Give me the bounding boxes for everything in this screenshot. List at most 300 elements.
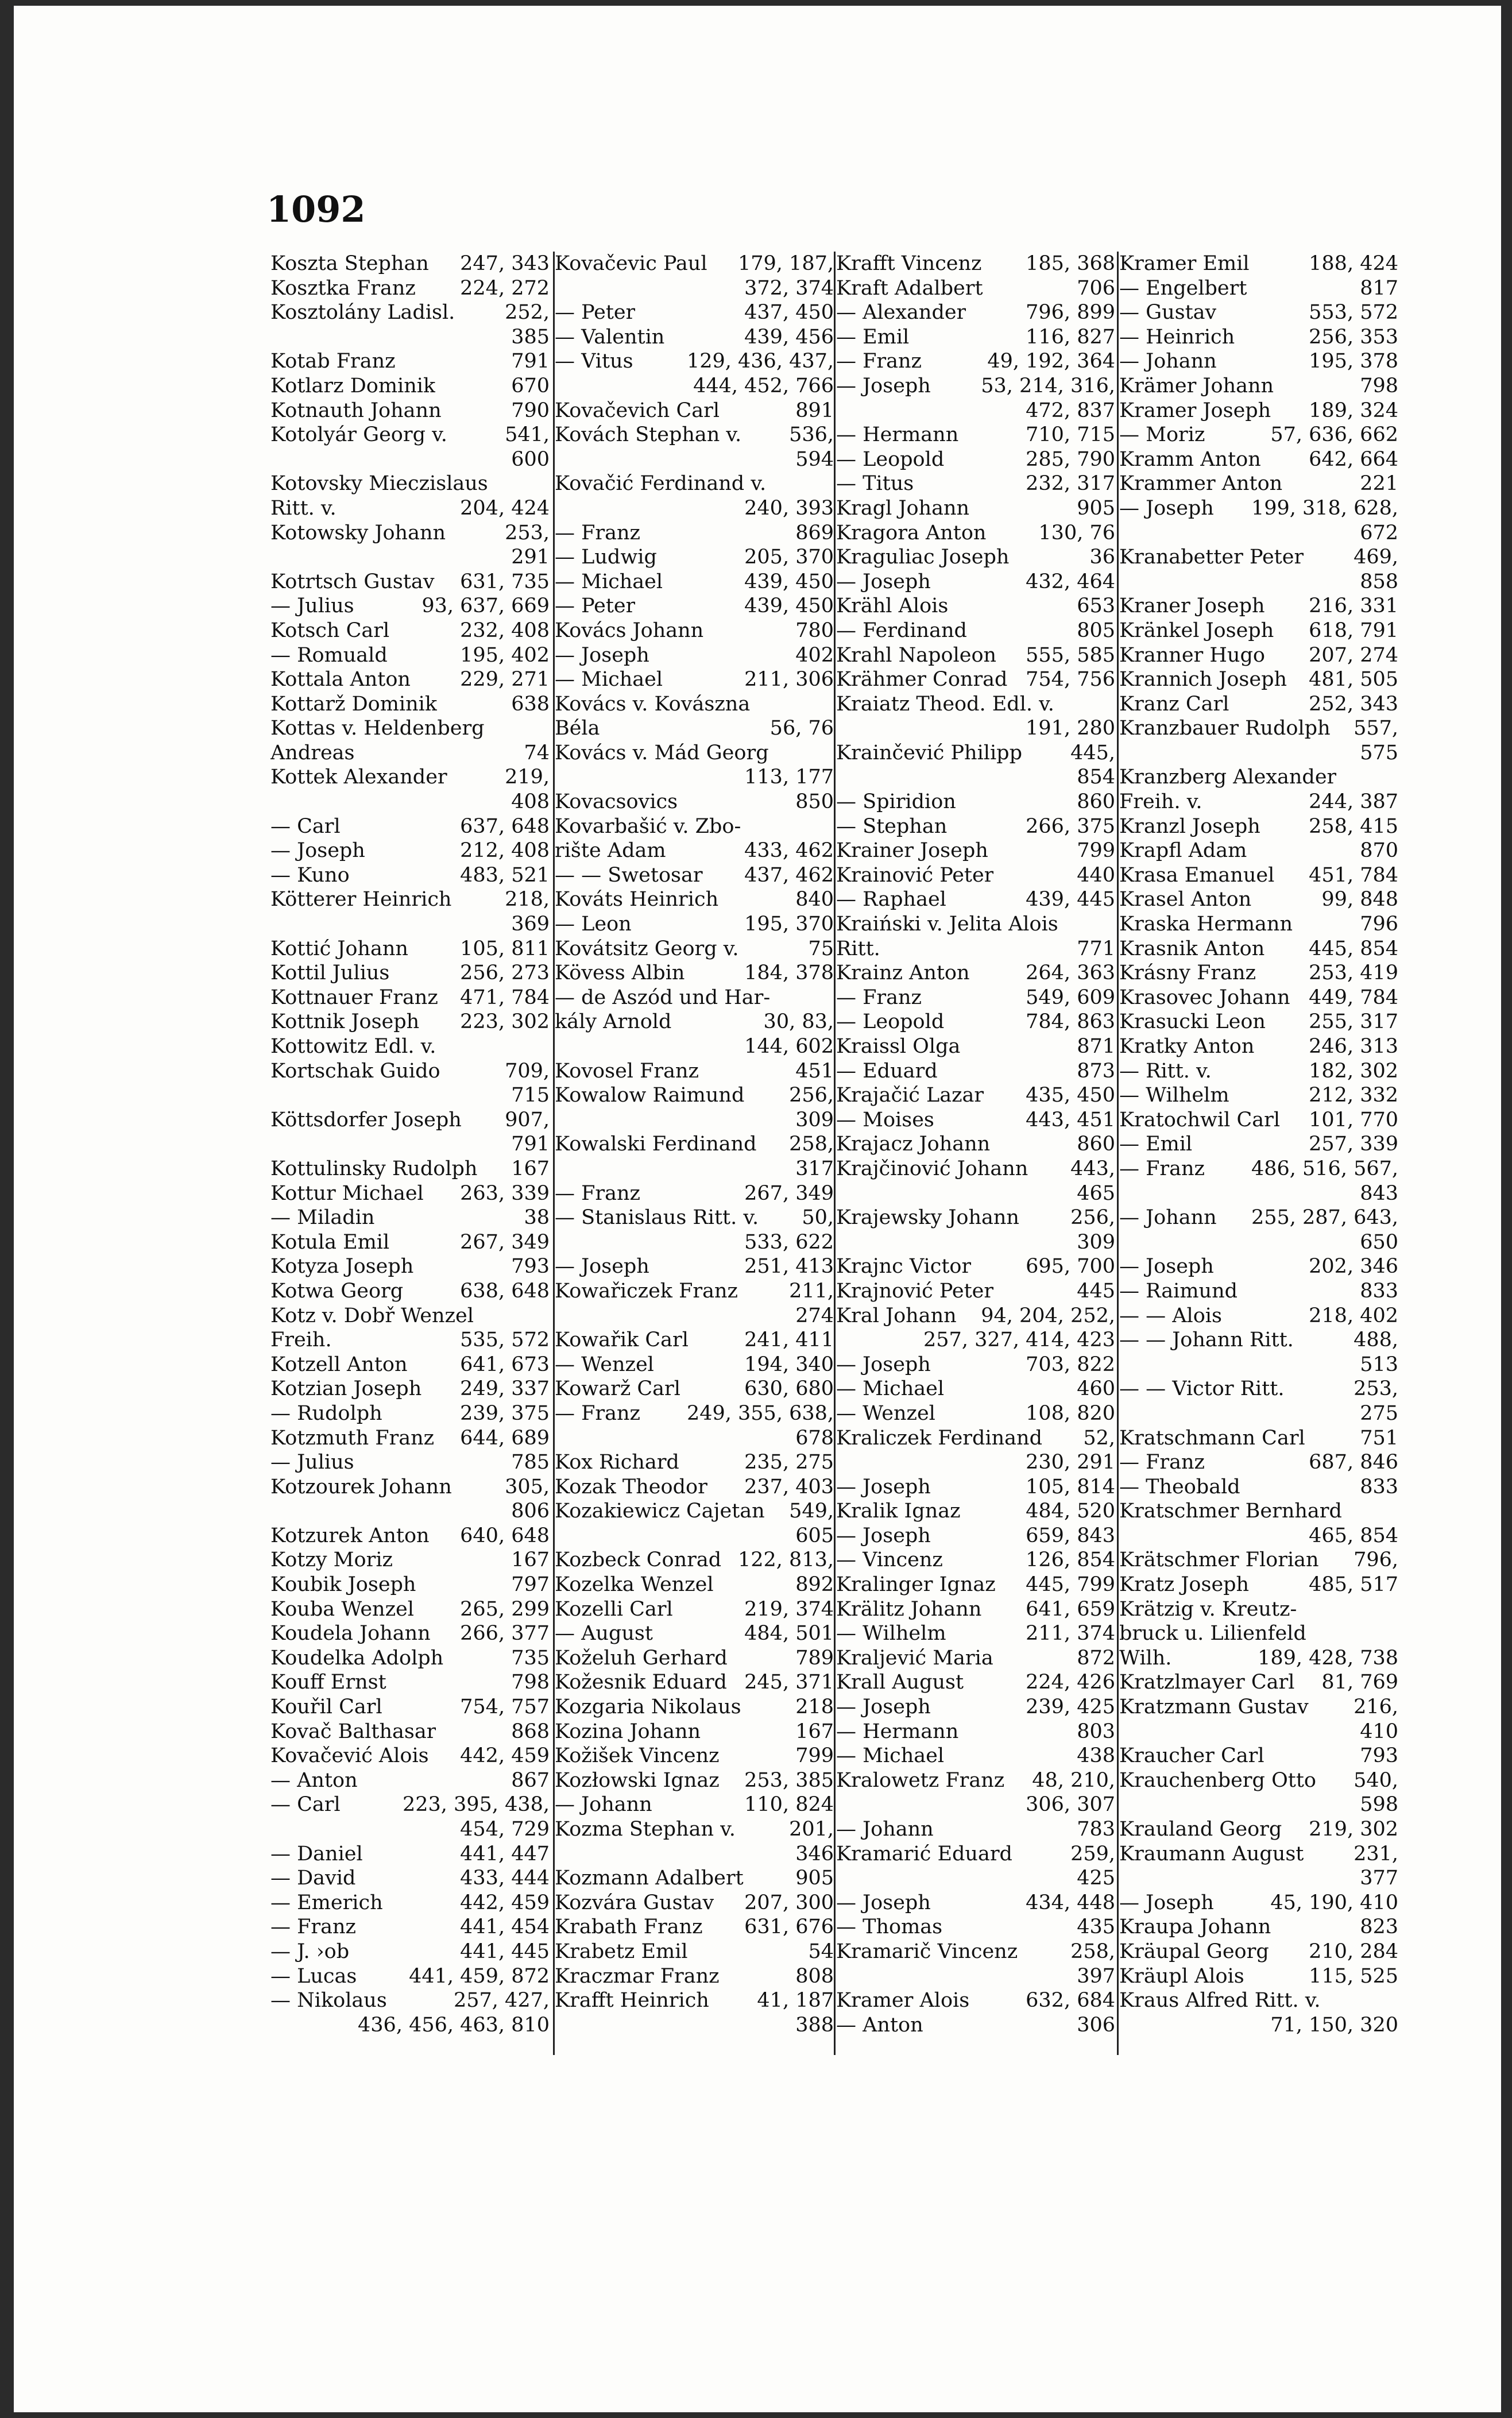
index-entry bbox=[1119, 1450, 1398, 1475]
entry-pages: 854 bbox=[1077, 766, 1115, 789]
index-entry bbox=[555, 1817, 834, 1842]
entry-pages: 483, 521 bbox=[460, 863, 550, 887]
entry-pages: 644, 689 bbox=[460, 1426, 550, 1450]
index-entry bbox=[555, 1744, 834, 1768]
index-entry bbox=[1119, 349, 1398, 374]
index-entry bbox=[270, 1181, 550, 1206]
entry-pages: 402 bbox=[795, 643, 834, 667]
index-entry bbox=[270, 1377, 550, 1401]
entry-name: — Lucas bbox=[270, 1964, 357, 1988]
index-entry bbox=[555, 1768, 834, 1793]
index-entry bbox=[555, 1720, 834, 1744]
entry-name: — Michael bbox=[555, 668, 663, 692]
entry-pages: 790 bbox=[511, 399, 550, 422]
entry-name: Krammer Anton bbox=[1119, 472, 1283, 496]
index-entry bbox=[270, 937, 550, 961]
entry-name: Kottek Alexander bbox=[270, 766, 447, 789]
entry-name: Kotsch Carl bbox=[270, 619, 390, 642]
index-entry bbox=[836, 594, 1115, 619]
entry-name: Krasa Emanuel bbox=[1119, 863, 1275, 887]
entry-pages: 440 bbox=[1077, 863, 1115, 887]
entry-pages: 99, 848 bbox=[1321, 888, 1398, 911]
entry-name: Kral Johann bbox=[836, 1304, 957, 1327]
entry-pages: 454, 729 bbox=[460, 1818, 550, 1841]
index-entry bbox=[1119, 1744, 1398, 1768]
index-entry bbox=[836, 374, 1115, 399]
entry-pages: 799 bbox=[795, 1744, 834, 1768]
entry-name: Kräupl Alois bbox=[1119, 1964, 1244, 1988]
entry-name: — Carl bbox=[270, 1793, 341, 1817]
index-entry bbox=[555, 1621, 834, 1646]
entry-pages: 793 bbox=[1360, 1744, 1398, 1768]
entry-name: Wilh. bbox=[1119, 1646, 1172, 1670]
entry-name: — Emerich bbox=[270, 1891, 383, 1914]
entry-pages: 253, bbox=[505, 521, 550, 544]
entry-pages: 808 bbox=[795, 1964, 834, 1988]
index-entry bbox=[836, 1744, 1115, 1768]
entry-pages: 189, 324 bbox=[1309, 399, 1398, 422]
entry-name: — Kuno bbox=[270, 863, 350, 887]
index-entry bbox=[555, 300, 834, 325]
entry-pages: 275 bbox=[1360, 1401, 1398, 1425]
entry-name: Kratzmann Gustav bbox=[1119, 1695, 1309, 1719]
entry-pages: 408 bbox=[511, 790, 550, 814]
entry-name: — Wilhelm bbox=[1119, 1084, 1229, 1107]
index-entry bbox=[1119, 741, 1398, 766]
entry-pages: 553, 572 bbox=[1309, 301, 1398, 325]
index-entry bbox=[270, 570, 550, 594]
index-entry bbox=[555, 1964, 834, 1989]
entry-pages: 122, 813, bbox=[738, 1548, 834, 1572]
entry-pages: 216, 331 bbox=[1309, 594, 1398, 618]
index-entry bbox=[270, 276, 550, 301]
index-entry bbox=[270, 1450, 550, 1475]
index-entry bbox=[1119, 1401, 1398, 1426]
entry-pages: 49, 192, 364 bbox=[987, 350, 1115, 373]
entry-pages: 219, 374 bbox=[744, 1597, 834, 1621]
entry-pages: 265, 299 bbox=[460, 1597, 550, 1621]
entry-pages: 754, 756 bbox=[1026, 668, 1115, 692]
entry-name: — Joseph bbox=[836, 1353, 931, 1376]
entry-pages: 449, 784 bbox=[1309, 986, 1398, 1009]
entry-name: Kraupa Johann bbox=[1119, 1915, 1271, 1939]
index-entry bbox=[270, 1279, 550, 1304]
entry-name: — Wilhelm bbox=[836, 1622, 946, 1646]
entry-pages: 167 bbox=[511, 1548, 550, 1572]
entry-pages: 75 bbox=[808, 937, 834, 960]
entry-pages: 823 bbox=[1360, 1915, 1398, 1939]
entry-name: bruck u. Lilienfeld bbox=[1119, 1622, 1306, 1646]
index-entry bbox=[836, 423, 1115, 447]
entry-pages: 444, 452, 766 bbox=[693, 374, 834, 397]
index-entry bbox=[1119, 1817, 1398, 1842]
index-entry bbox=[836, 692, 1115, 717]
index-entry bbox=[270, 692, 550, 717]
index-entry bbox=[1119, 667, 1398, 692]
entry-name: — Valentin bbox=[555, 325, 665, 349]
entry-pages: 218, 402 bbox=[1309, 1304, 1398, 1327]
entry-name: — Daniel bbox=[270, 1842, 363, 1865]
entry-pages: 678 bbox=[795, 1426, 834, 1450]
index-entry bbox=[1119, 1524, 1398, 1548]
index-entry bbox=[1119, 1597, 1398, 1622]
entry-pages: 806 bbox=[511, 1500, 550, 1523]
index-entry bbox=[555, 594, 834, 619]
index-entry bbox=[836, 1450, 1115, 1475]
entry-pages: 264, 363 bbox=[1026, 961, 1115, 985]
entry-name: Krätschmer Florian bbox=[1119, 1548, 1319, 1572]
entry-pages: 432, 464 bbox=[1026, 570, 1115, 593]
entry-pages: 45, 190, 410 bbox=[1270, 1891, 1398, 1914]
entry-pages: 255, 317 bbox=[1309, 1010, 1398, 1034]
entry-pages: 211, bbox=[789, 1279, 834, 1303]
entry-pages: 41, 187 bbox=[757, 1989, 834, 2013]
entry-pages bbox=[1395, 765, 1398, 790]
index-entry bbox=[1119, 1891, 1398, 1915]
entry-pages bbox=[546, 716, 550, 741]
entry-name: — Raimund bbox=[1119, 1279, 1238, 1303]
entry-pages: 540, bbox=[1354, 1768, 1398, 1792]
index-entry bbox=[836, 1034, 1115, 1059]
index-entry bbox=[270, 1842, 550, 1867]
entry-pages: 598 bbox=[1360, 1793, 1398, 1817]
index-entry bbox=[555, 692, 834, 717]
index-entry bbox=[836, 472, 1115, 496]
entry-pages: 445, 854 bbox=[1309, 937, 1398, 960]
entry-name: Kraguliac Joseph bbox=[836, 546, 1010, 569]
entry-pages: 905 bbox=[1077, 496, 1115, 520]
entry-name: — J. ›ob bbox=[270, 1940, 350, 1963]
entry-pages: 52, bbox=[1083, 1426, 1115, 1450]
index-entry bbox=[1119, 1988, 1398, 2013]
entry-name: Krapfl Adam bbox=[1119, 839, 1247, 863]
entry-pages: 843 bbox=[1360, 1181, 1398, 1205]
entry-pages: 105, 814 bbox=[1026, 1475, 1115, 1498]
entry-name: Kotovsky Mieczislaus bbox=[270, 472, 488, 496]
entry-pages: 182, 302 bbox=[1309, 1059, 1398, 1083]
index-entry bbox=[836, 1254, 1115, 1279]
index-entry bbox=[836, 741, 1115, 766]
entry-pages: 377 bbox=[1360, 1867, 1398, 1890]
index-entry bbox=[1119, 545, 1398, 570]
entry-name: — Franz bbox=[555, 1401, 640, 1425]
entry-name: Kozgaria Nikolaus bbox=[555, 1695, 741, 1719]
entry-pages: 435 bbox=[1077, 1915, 1115, 1939]
entry-name: — Theobald bbox=[1119, 1475, 1240, 1498]
entry-name: — Hermann bbox=[836, 423, 959, 447]
entry-pages bbox=[546, 1034, 550, 1059]
index-entry bbox=[270, 716, 550, 741]
index-entry bbox=[270, 399, 550, 423]
entry-name: Kramer Emil bbox=[1119, 252, 1250, 275]
index-entry bbox=[1119, 1621, 1398, 1646]
entry-pages: 257, 339 bbox=[1309, 1133, 1398, 1156]
entry-pages: 465, 854 bbox=[1309, 1524, 1398, 1547]
index-entry bbox=[555, 1524, 834, 1548]
entry-pages: 201, bbox=[789, 1818, 834, 1841]
index-entry bbox=[555, 1450, 834, 1475]
entry-name: — Engelbert bbox=[1119, 276, 1247, 300]
entry-pages: 436, 456, 463, 810 bbox=[358, 2013, 550, 2037]
entry-pages: 869 bbox=[795, 521, 834, 544]
entry-pages bbox=[1395, 1988, 1398, 2013]
entry-name: Béla bbox=[555, 717, 600, 740]
index-entry bbox=[270, 986, 550, 1010]
entry-name: Krätzig v. Kreutz- bbox=[1119, 1597, 1297, 1621]
index-entry bbox=[270, 1157, 550, 1181]
index-entry bbox=[836, 619, 1115, 643]
entry-pages: 258, bbox=[1070, 1940, 1115, 1963]
index-entry bbox=[1119, 276, 1398, 301]
index-entry bbox=[270, 912, 550, 937]
entry-name: — Joseph bbox=[836, 1524, 931, 1547]
index-column-3 bbox=[836, 252, 1115, 2055]
entry-pages bbox=[1395, 1499, 1398, 1524]
entry-pages: 259, bbox=[1070, 1842, 1115, 1865]
entry-pages: 126, 854 bbox=[1026, 1548, 1115, 1572]
entry-pages: 706 bbox=[1077, 276, 1115, 300]
entry-pages: 251, 413 bbox=[744, 1255, 834, 1278]
entry-pages: 239, 425 bbox=[1026, 1695, 1115, 1719]
entry-pages: 244, 387 bbox=[1309, 790, 1398, 814]
entry-name: — Eduard bbox=[836, 1059, 938, 1083]
entry-name: — Julius bbox=[270, 1451, 354, 1474]
entry-pages: 650 bbox=[1360, 1230, 1398, 1254]
entry-pages: 783 bbox=[1077, 1818, 1115, 1841]
index-entry bbox=[555, 1548, 834, 1573]
index-entry bbox=[1119, 1768, 1398, 1793]
entry-name: — Joseph bbox=[555, 643, 649, 667]
entry-pages: 703, 822 bbox=[1026, 1353, 1115, 1376]
column-rule bbox=[1117, 252, 1119, 2055]
entry-pages bbox=[1395, 1597, 1398, 1622]
entry-pages: 94, 204, 252, bbox=[981, 1304, 1115, 1327]
entry-pages: 257, 427, bbox=[454, 1989, 550, 2013]
entry-pages: 715 bbox=[511, 1084, 550, 1107]
entry-pages: 188, 424 bbox=[1309, 252, 1398, 275]
entry-pages: 555, 585 bbox=[1026, 643, 1115, 667]
entry-pages: 81, 769 bbox=[1321, 1671, 1398, 1694]
entry-name: Kraczmar Franz bbox=[555, 1964, 720, 1988]
index-entry bbox=[1119, 570, 1398, 594]
entry-pages: 425 bbox=[1077, 1867, 1115, 1890]
entry-pages: 594 bbox=[795, 447, 834, 471]
index-entry bbox=[270, 1499, 550, 1524]
index-entry bbox=[270, 765, 550, 790]
index-entry bbox=[555, 863, 834, 888]
entry-name: Kramm Anton bbox=[1119, 447, 1261, 471]
index-entry bbox=[555, 252, 834, 276]
entry-pages: 469, bbox=[1354, 546, 1398, 569]
index-entry bbox=[836, 325, 1115, 350]
index-entry bbox=[1119, 1842, 1398, 1867]
entry-name: Kratschmann Carl bbox=[1119, 1426, 1305, 1450]
entry-pages: 867 bbox=[511, 1768, 550, 1792]
index-entry bbox=[1119, 1695, 1398, 1720]
index-entry bbox=[836, 1157, 1115, 1181]
index-column-4 bbox=[1119, 252, 1398, 2055]
index-column-2 bbox=[555, 252, 834, 2055]
entry-pages: 907, bbox=[505, 1108, 550, 1131]
index-entry bbox=[836, 545, 1115, 570]
entry-pages: 754, 757 bbox=[460, 1695, 550, 1719]
index-entry bbox=[270, 1621, 550, 1646]
entry-name: — Joseph bbox=[836, 374, 931, 397]
entry-pages: 246, 313 bbox=[1309, 1035, 1398, 1058]
entry-pages: 306 bbox=[1077, 2013, 1115, 2037]
entry-pages: 257, 327, 414, 423 bbox=[923, 1328, 1115, 1352]
entry-pages: 549, 609 bbox=[1026, 986, 1115, 1009]
entry-pages: 796 bbox=[1360, 913, 1398, 936]
entry-pages: 385 bbox=[511, 325, 550, 349]
index-entry bbox=[836, 1230, 1115, 1255]
entry-name: — Joseph bbox=[836, 1475, 931, 1498]
index-entry bbox=[1119, 496, 1398, 521]
entry-name: — Emil bbox=[836, 325, 910, 349]
entry-pages: 632, 684 bbox=[1026, 1989, 1115, 2013]
index-entry bbox=[836, 912, 1115, 937]
entry-name: Kraliczek Ferdinand bbox=[836, 1426, 1042, 1450]
entry-name: Krauchenberg Otto bbox=[1119, 1768, 1316, 1792]
entry-name: Freih. v. bbox=[1119, 790, 1202, 814]
entry-name: — Moriz bbox=[1119, 423, 1205, 447]
entry-pages: 211, 374 bbox=[1026, 1622, 1115, 1646]
index-entry bbox=[270, 300, 550, 325]
index-entry bbox=[555, 1279, 834, 1304]
entry-pages: 791 bbox=[511, 1133, 550, 1156]
entry-name: Kouřil Carl bbox=[270, 1695, 382, 1719]
index-entry bbox=[270, 1891, 550, 1915]
entry-pages: 207, 274 bbox=[1309, 643, 1398, 667]
index-column-1 bbox=[270, 252, 550, 2055]
entry-pages: 204, 424 bbox=[460, 496, 550, 520]
index-entry bbox=[270, 1768, 550, 1793]
index-entry bbox=[270, 1230, 550, 1255]
entry-name: Kovač Balthasar bbox=[270, 1720, 436, 1743]
entry-pages: 438 bbox=[1077, 1744, 1115, 1768]
index-entry bbox=[270, 1817, 550, 1842]
entry-name: Kranner Hugo bbox=[1119, 643, 1265, 667]
index-entry bbox=[1119, 1157, 1398, 1181]
index-entry bbox=[555, 1010, 834, 1034]
index-entry bbox=[270, 1793, 550, 1817]
entry-name: Kotyza Joseph bbox=[270, 1255, 414, 1278]
entry-pages: 256, 353 bbox=[1309, 325, 1398, 349]
entry-pages: 441, 454 bbox=[460, 1915, 550, 1939]
entry-name: Kraft Adalbert bbox=[836, 276, 983, 300]
index-entry bbox=[555, 1206, 834, 1230]
index-entry bbox=[1119, 1377, 1398, 1401]
index-entry bbox=[555, 814, 834, 839]
entry-pages: 71, 150, 320 bbox=[1270, 2013, 1398, 2037]
index-entry bbox=[836, 570, 1115, 594]
index-entry bbox=[270, 667, 550, 692]
entry-pages: 695, 700 bbox=[1026, 1255, 1115, 1278]
entry-name: Kovarbašić v. Zbo- bbox=[555, 814, 741, 838]
entry-pages: 873 bbox=[1077, 1059, 1115, 1083]
index-entry bbox=[270, 814, 550, 839]
entry-pages: 249, 355, 638, bbox=[686, 1401, 834, 1425]
entry-name: Kotzian Joseph bbox=[270, 1377, 422, 1401]
entry-name: Kovačić Ferdinand v. bbox=[555, 472, 767, 496]
entry-pages: 905 bbox=[795, 1867, 834, 1890]
index-entry bbox=[270, 1695, 550, 1720]
index-entry bbox=[1119, 1083, 1398, 1108]
entry-name: Koudelka Adolph bbox=[270, 1646, 444, 1670]
entry-pages: 618, 791 bbox=[1309, 619, 1398, 642]
index-entry bbox=[270, 1010, 550, 1034]
entry-name: Kosztolány Ladisl. bbox=[270, 301, 455, 325]
entry-pages: 241, 411 bbox=[744, 1328, 834, 1352]
entry-name: Kotrtsch Gustav bbox=[270, 570, 435, 593]
entry-pages: 803 bbox=[1077, 1720, 1115, 1743]
index-entry bbox=[270, 1353, 550, 1377]
entry-pages: 850 bbox=[795, 790, 834, 814]
index-entry bbox=[555, 423, 834, 447]
index-entry bbox=[270, 1254, 550, 1279]
entry-pages: 38 bbox=[524, 1206, 550, 1230]
index-entry bbox=[836, 986, 1115, 1010]
entry-name: Kosztka Franz bbox=[270, 276, 416, 300]
entry-pages: 144, 602 bbox=[744, 1035, 834, 1058]
index-entry bbox=[836, 1817, 1115, 1842]
entry-pages: 266, 377 bbox=[460, 1622, 550, 1646]
entry-name: — Ferdinand bbox=[836, 619, 967, 642]
entry-name: — Leon bbox=[555, 913, 632, 936]
entry-pages: 194, 340 bbox=[744, 1353, 834, 1376]
entry-name: — Franz bbox=[555, 521, 640, 544]
index-entry bbox=[836, 1940, 1115, 1964]
index-entry bbox=[270, 1597, 550, 1622]
entry-pages: 557, bbox=[1354, 717, 1398, 740]
entry-name: Krasucki Leon bbox=[1119, 1010, 1266, 1034]
index-entry bbox=[836, 1279, 1115, 1304]
index-entry bbox=[1119, 1206, 1398, 1230]
entry-pages bbox=[546, 472, 550, 496]
entry-name: — Vincenz bbox=[836, 1548, 943, 1572]
entry-pages: 167 bbox=[795, 1720, 834, 1743]
entry-name: Kozłowski Ignaz bbox=[555, 1768, 720, 1792]
entry-name: Kouba Wenzel bbox=[270, 1597, 414, 1621]
entry-pages: 687, 846 bbox=[1309, 1451, 1398, 1474]
entry-name: Krauland Georg bbox=[1119, 1818, 1282, 1841]
index-entry bbox=[555, 1401, 834, 1426]
entry-name: Kovách Stephan v. bbox=[555, 423, 742, 447]
index-entry bbox=[270, 1426, 550, 1451]
entry-pages: 443, bbox=[1070, 1157, 1115, 1180]
index-entry bbox=[1119, 423, 1398, 447]
index-entry bbox=[555, 1157, 834, 1181]
entry-name: Köttsdorfer Joseph bbox=[270, 1108, 462, 1131]
entry-name: Kowarž Carl bbox=[555, 1377, 680, 1401]
entry-pages: 709, bbox=[505, 1059, 550, 1083]
index-entry bbox=[270, 1524, 550, 1548]
index-entry bbox=[836, 814, 1115, 839]
entry-pages: 481, 505 bbox=[1309, 668, 1398, 692]
index-entry bbox=[270, 1988, 550, 2013]
entry-pages: 638, 648 bbox=[460, 1279, 550, 1303]
entry-pages: 441, 459, 872 bbox=[409, 1964, 550, 1988]
entry-pages: 218, bbox=[505, 888, 550, 911]
index-entry bbox=[270, 1964, 550, 1989]
index-entry bbox=[836, 839, 1115, 863]
entry-name: Kratschmer Bernhard bbox=[1119, 1500, 1342, 1523]
index-entry bbox=[1119, 643, 1398, 668]
index-entry bbox=[555, 1475, 834, 1500]
entry-name: Kotzmuth Franz bbox=[270, 1426, 435, 1450]
entry-name: Kraska Hermann bbox=[1119, 913, 1293, 936]
index-entry bbox=[270, 887, 550, 912]
